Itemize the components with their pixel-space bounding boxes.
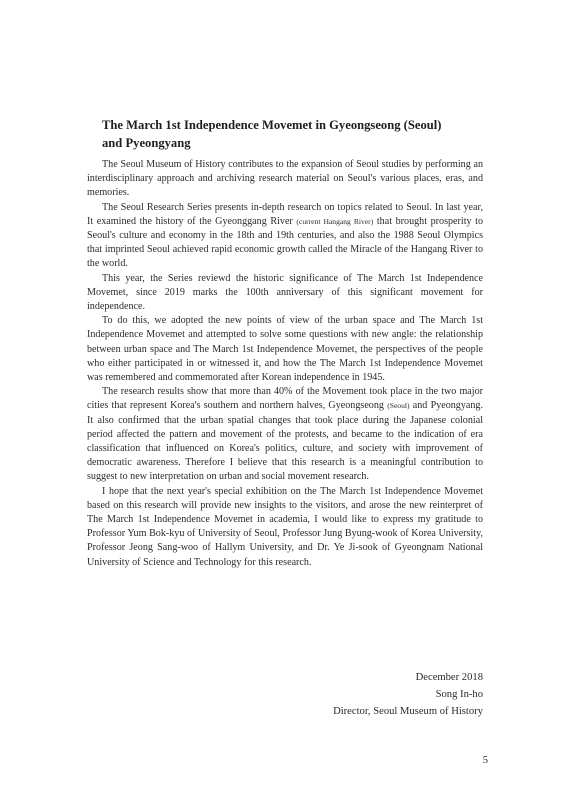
signature-block [333,669,483,720]
results-note: (Seoul) [387,401,410,411]
paragraph-intro: The Seoul Museum of History contributes to the expansion of Seoul studies by performing an interdisciplinary approach and archiving research material on Seoul's various places, eras, and memories. [87,159,483,199]
title-line-2: and Pyeongyang [102,136,191,150]
document-body [87,158,483,570]
paragraph-this-year: This year, the Series reviewd the historic significance of The March 1st Independence Movemet, since 2019 marks the 100th anniversary of this significant movement for independence. [87,272,483,313]
series-note: (current Hangang River) [296,216,374,226]
paragraph-acknowledgement: I hope that the next year's special exhibition on the The March 1st Independence Movemet based on this research will provide new insights to the visitors, and arose the new reinterpret of The March 1st Independence Movemet in academia, I would like to express my gratitude to Professor Yum Bok-kyu of University of Seoul, Professor Jung Byung-wook of Korea University, Professor Jeong Sang-woo of Hallym University, and Dr. Ye Ji-sook of Gyeongnam National University of Science and Technology for this research. [87,485,483,568]
document-title [102,116,482,152]
signature-date: December 2018 [415,672,483,683]
paragraph-results [87,385,483,484]
series-text-2: that brought prosperity to Seoul's culture and economy in the 18th and 19th centuries, and also the 1988 Seoul Olympics that imprinted Seoul achieved rapid economic growth called the Miracle of the Hangang River to the world. [87,215,484,270]
results-text-2: and Pyeongyang. It also confirmed that the urban spatial changes that took place during the Japanese colonial period affected the pattern and movement of the protests, and became to the indication of era classification that influenced on Korea's politics, culture, and society with improvement of democratic awareness. Therefore I believe that this research is a meaningful contribution to suggest to new interpretation on urban and social movement research. [87,400,484,483]
page-number: 5 [482,755,488,766]
signature-name: Song In-ho [435,689,483,700]
signature-position: Director, Seoul Museum of History [333,706,483,717]
series-text-1: The Seoul Research Series presents in-depth research on topics related to Seoul. In last year, It examined the history of the Gyeonggang River [87,201,483,227]
paragraph-approach: To do this, we adopted the new points of view of the urban space and The March 1st Independence Movemet and attempted to solve some questions with new angle: the relationship between urban space and The March 1st Independence Movemet, the perspectives of the people who either participated in or witnessed it, and how the The March 1st Independence Movemet was remembered and commemorated after Korean independence in 1945. [87,315,483,384]
title-line-1: The March 1st Independence Movemet in Gyeongseong (Seoul) [102,118,442,132]
paragraph-series [87,201,483,272]
results-text-1: The research results show that more than 40% of the Movement took place in the two major cities that represent Korea's southern and northern halves, Gyeongseong [87,386,483,412]
